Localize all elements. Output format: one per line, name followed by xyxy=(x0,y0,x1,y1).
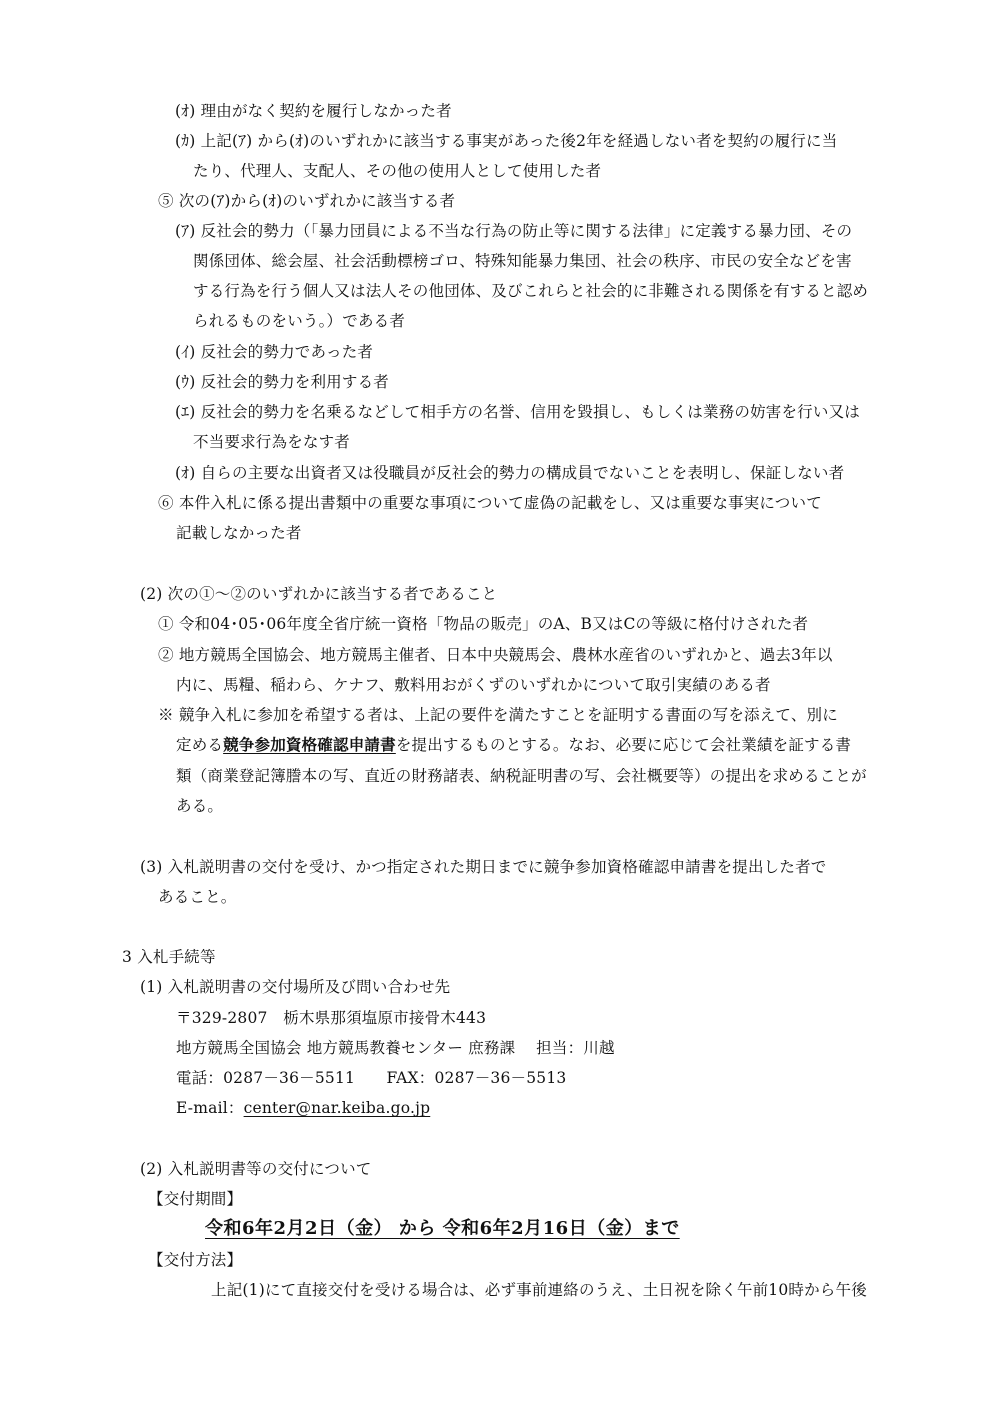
note-line1: ※ 競争入札に参加を希望する者は、上記の要件を満たすことを証明する書面の写を添えて、別に xyxy=(158,706,838,724)
item-e-line1: (ｴ) 反社会的勢力を名乗るなどして相手方の名誉、信用を毀損し、もしくは業務の妨害を行い又は xyxy=(175,403,860,421)
delivery-method-label: 【交付方法】 xyxy=(148,1251,243,1269)
item-u: (ｳ) 反社会的勢力を利用する者 xyxy=(175,373,389,391)
email-link[interactable]: center@nar.keiba.go.jp xyxy=(243,1099,431,1117)
item-o-investor: (ｵ) 自らの主要な出資者又は役職員が反社会的勢力の構成員でないことを表明し、保証しない者 xyxy=(175,464,845,482)
item-5-heading: ⑤ 次の(ｱ)から(ｵ)のいずれかに該当する者 xyxy=(158,192,456,210)
section-3-2-heading: (2) 入札説明書等の交付について xyxy=(140,1160,372,1178)
email-label: E-mail： xyxy=(176,1099,244,1117)
section-3-1-heading: (1) 入札説明書の交付場所及び問い合わせ先 xyxy=(140,978,451,996)
item-6-line2: 記載しなかった者 xyxy=(176,524,302,542)
item-a-line2: 関係団体、総会屋、社会活動標榜ゴロ、特殊知能暴力集団、社会の秩序、市民の安全などを害 xyxy=(193,252,852,270)
section-2-3-line2: あること。 xyxy=(158,888,237,906)
section-3-heading: 3 入札手続等 xyxy=(122,948,216,966)
note-line2-prefix: 定める xyxy=(176,736,224,754)
note-line3: 類（商業登記簿謄本の写、直近の財務諸表、納税証明書の写、会社概要等）の提出を求めることが xyxy=(176,767,867,785)
item-circle-1: ① 令和04･05･06年度全省庁統一資格「物品の販売」のA、B又はCの等級に格付けされた者 xyxy=(158,615,809,633)
section-2-2-heading: (2) 次の①～②のいずれかに該当する者であること xyxy=(140,585,498,603)
delivery-method-text: 上記(1)にて直接交付を受ける場合は、必ず事前連絡のうえ、土日祝を除く午前10時から午後 xyxy=(211,1281,867,1299)
contact-organization: 地方競馬全国協会 地方競馬教養センター 庶務課 担当：川越 xyxy=(176,1039,615,1057)
contact-address: 〒329-2807 栃木県那須塩原市接骨木443 xyxy=(176,1009,487,1027)
item-ka-line1: (ｶ) 上記(ｱ) から(ｵ)のいずれかに該当する事実があった後2年を経過しない者を契約の履行に当 xyxy=(175,132,838,150)
contact-email xyxy=(176,1097,430,1119)
item-circle-2-line1: ② 地方競馬全国協会、地方競馬主催者、日本中央競馬会、農林水産省のいずれかと、過去3年以 xyxy=(158,646,833,664)
item-6-line1: ⑥ 本件入札に係る提出書類中の重要な事項について虚偽の記載をし、又は重要な事実について xyxy=(158,494,822,512)
section-2-3-line1: (3) 入札説明書の交付を受け、かつ指定された期日までに競争参加資格確認申請書を提出した者で xyxy=(140,858,827,876)
item-i: (ｲ) 反社会的勢力であった者 xyxy=(175,343,374,361)
item-a-line4: られるものをいう。）である者 xyxy=(193,312,406,330)
item-a-line3: する行為を行う個人又は法人その他団体、及びこれらと社会的に非難される関係を有すると認め xyxy=(193,282,869,300)
item-a-line1: (ｱ) 反社会的勢力（「暴力団員による不当な行為の防止等に関する法律」に定義する暴力団、その xyxy=(175,222,853,240)
delivery-period-label: 【交付期間】 xyxy=(148,1190,243,1208)
note-line4: ある。 xyxy=(176,797,224,815)
note-line2 xyxy=(176,734,851,756)
item-circle-2-line2: 内に、馬糧、稲わら、ケナフ、敷料用おがくずのいずれかについて取引実績のある者 xyxy=(176,676,771,694)
application-form-title: 競争参加資格確認申請書 xyxy=(223,735,396,754)
delivery-period-dates: 令和6年2月2日（金） から 令和6年2月16日（金）まで xyxy=(205,1218,680,1239)
item-o-no-reason: (ｵ) 理由がなく契約を履行しなかった者 xyxy=(175,102,452,120)
item-e-line2: 不当要求行為をなす者 xyxy=(193,433,351,451)
note-line2-suffix: を提出するものとする。なお、必要に応じて会社業績を証する書 xyxy=(395,736,852,754)
item-ka-line2: たり、代理人、支配人、その他の使用人として使用した者 xyxy=(193,162,602,180)
contact-phone-fax: 電話：0287－36－5511 FAX：0287－36－5513 xyxy=(176,1069,567,1087)
